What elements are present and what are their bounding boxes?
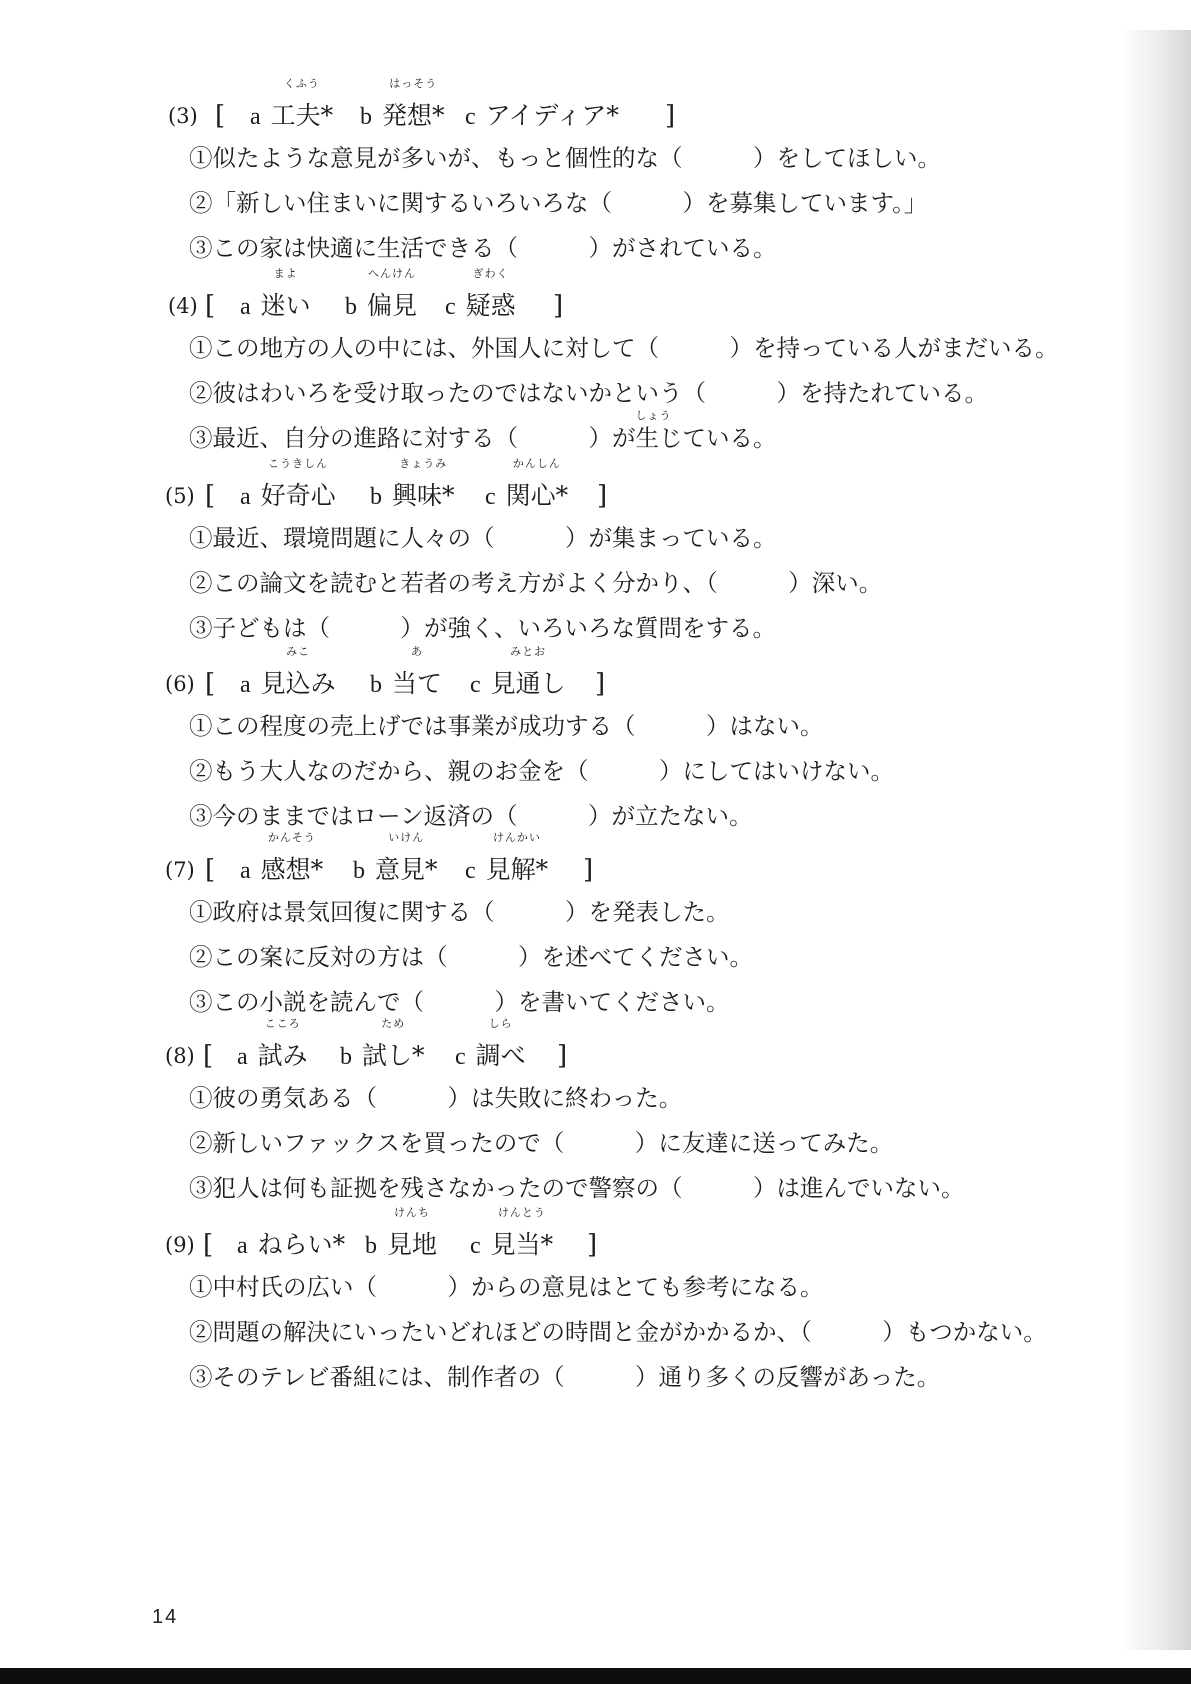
- option-ruby: みとお: [510, 645, 547, 658]
- sentence: ①中村氏の広い（ ）からの意見はとても参考になる。: [189, 1273, 824, 1301]
- option-word-text: ねらい*: [257, 1230, 346, 1259]
- option-a: [240, 457, 336, 516]
- option-word: [260, 457, 336, 516]
- exercise-8: [165, 1017, 1125, 1211]
- option-word: [382, 77, 445, 136]
- page-number: 14: [152, 1606, 179, 1628]
- sentence-text-start: ③最近、自分の進路に対する（ ）が: [189, 424, 636, 452]
- exercise-number: (9): [165, 1233, 195, 1257]
- option-letter: a: [240, 858, 251, 884]
- close-bracket: ]: [597, 481, 608, 511]
- sentence: ①この地方の人の中には、外国人に対して（ ）を持っている人がまだいる。: [189, 334, 1059, 362]
- option-letter: a: [237, 1233, 248, 1259]
- option-letter: c: [485, 484, 496, 510]
- option-letter: b: [365, 1233, 377, 1259]
- exercise-7: [165, 831, 1125, 1025]
- exercise-9: [165, 1206, 1125, 1400]
- open-bracket: [: [205, 291, 216, 321]
- option-word: [505, 457, 569, 516]
- option-word: [367, 267, 418, 326]
- open-bracket: [: [203, 1041, 214, 1071]
- option-letter: c: [465, 858, 476, 884]
- option-word: [260, 831, 324, 890]
- option-a: [240, 831, 324, 890]
- option-word-text: 発想*: [382, 101, 445, 130]
- close-bracket: ]: [587, 1230, 598, 1260]
- option-letter: a: [250, 104, 261, 130]
- exercise-header: [165, 645, 1125, 704]
- option-letter: a: [237, 1044, 248, 1070]
- option-word: [375, 831, 438, 890]
- option-ruby: けんとう: [497, 1206, 546, 1219]
- option-letter: c: [465, 104, 476, 130]
- option-word-text: 工夫*: [270, 101, 334, 130]
- option-word-text: 見通し: [490, 669, 566, 698]
- option-a: [240, 267, 311, 326]
- option-letter: b: [370, 484, 382, 510]
- option-c: [465, 96, 619, 136]
- option-word: [486, 96, 619, 136]
- option-letter: c: [470, 1233, 481, 1259]
- option-a: [237, 1225, 345, 1265]
- sentence: ①この程度の売上げでは事業が成功する（ ）はない。: [189, 712, 824, 740]
- option-letter: a: [240, 672, 251, 698]
- option-word: [490, 1206, 554, 1265]
- option-word-text: 見込み: [260, 669, 336, 698]
- sentence: ③この家は快適に生活できる（ ）がされている。: [189, 234, 777, 262]
- exercise-number: (8): [165, 1044, 195, 1068]
- option-word-text: 迷い: [260, 291, 311, 320]
- option-ruby: こうきしん: [268, 457, 329, 470]
- option-b: [360, 77, 445, 136]
- open-bracket: [: [205, 481, 216, 511]
- option-ruby: くふう: [283, 77, 320, 90]
- exercise-header: [165, 831, 1125, 890]
- option-letter: a: [240, 484, 251, 510]
- option-letter: b: [370, 672, 382, 698]
- exercise-header: [165, 1017, 1125, 1076]
- option-b: [370, 457, 455, 516]
- sentence: ③子どもは（ ）が強く、いろいろな質問をする。: [189, 614, 777, 642]
- option-c: [470, 1206, 554, 1265]
- page-edge-shadow: [1121, 30, 1191, 1650]
- option-ruby: あ: [411, 645, 423, 658]
- option-ruby: けんち: [394, 1206, 430, 1219]
- exercise-6: [165, 645, 1125, 839]
- option-word: [362, 1017, 425, 1076]
- option-c: [470, 645, 566, 704]
- option-word-text: 意見*: [375, 855, 438, 884]
- option-word: [475, 1017, 526, 1076]
- open-bracket: [: [215, 101, 226, 131]
- option-word: [260, 645, 336, 704]
- option-letter: c: [455, 1044, 466, 1070]
- option-word-text: 調べ: [475, 1041, 526, 1070]
- option-b: [370, 645, 443, 704]
- sentence: ③犯人は何も証拠を残さなかったので警察の（ ）は進んでいない。: [189, 1174, 965, 1202]
- sentence: ②問題の解決にいったいどれほどの時間と金がかかるか、（ ）もつかない。: [189, 1318, 1047, 1346]
- option-c: [485, 457, 569, 516]
- option-c: [455, 1017, 526, 1076]
- sentence-text-end: じている。: [659, 424, 777, 452]
- option-letter: a: [240, 294, 251, 320]
- exercise-5: [165, 457, 1125, 651]
- exercise-number: (5): [165, 484, 195, 508]
- exercise-header: [165, 267, 1125, 326]
- option-ruby: はっそう: [389, 77, 438, 90]
- sentence: ③今のままではローン返済の（ ）が立たない。: [189, 802, 753, 830]
- option-ruby: ぎわく: [472, 267, 509, 280]
- option-ruby: きょうみ: [399, 457, 448, 470]
- close-bracket: ]: [665, 101, 676, 131]
- exercise-number: (7): [165, 858, 195, 882]
- sentence: ①似たような意見が多いが、もっと個性的な（ ）をしてほしい。: [189, 144, 941, 172]
- exercise-4: [165, 267, 1125, 461]
- sentence: ③この小説を読んで（ ）を書いてください。: [189, 988, 730, 1016]
- option-word-text: 偏見: [367, 291, 418, 320]
- sentence: ①政府は景気回復に関する（ ）を発表した。: [189, 898, 730, 926]
- option-word-text: 関心*: [505, 481, 569, 510]
- option-letter: b: [345, 294, 357, 320]
- option-word: [270, 77, 334, 136]
- open-bracket: [: [205, 855, 216, 885]
- sentence: ②「新しい住まいに関するいろいろな（ ）を募集しています。」: [189, 189, 928, 217]
- option-word-text: 感想*: [260, 855, 324, 884]
- option-b: [353, 831, 438, 890]
- close-bracket: ]: [595, 669, 606, 699]
- option-b: [345, 267, 418, 326]
- option-ruby: かんそう: [267, 831, 316, 844]
- option-word-text: 見当*: [490, 1230, 554, 1259]
- exercise-number: (4): [168, 294, 198, 318]
- option-ruby: しら: [488, 1017, 513, 1030]
- ruby-base: しょう 生: [635, 409, 672, 452]
- option-word: [485, 831, 549, 890]
- sentence: ①彼の勇気ある（ ）は失敗に終わった。: [189, 1084, 683, 1112]
- open-bracket: [: [203, 1230, 214, 1260]
- sentence: ③そのテレビ番組には、制作者の（ ）通り多くの反響があった。: [189, 1363, 941, 1391]
- option-a: [240, 645, 336, 704]
- option-ruby: まよ: [273, 267, 298, 280]
- sentence: ①最近、環境問題に人々の（ ）が集まっている。: [189, 524, 777, 552]
- scan-bottom-edge: [0, 1668, 1191, 1684]
- close-bracket: ]: [557, 1041, 568, 1071]
- option-word: [257, 1017, 308, 1076]
- option-b: [340, 1017, 425, 1076]
- option-word-text: 当て: [392, 669, 443, 698]
- close-bracket: ]: [553, 291, 564, 321]
- option-word-text: 見地: [387, 1230, 438, 1259]
- option-letter: b: [360, 104, 372, 130]
- sentence: [165, 409, 1125, 461]
- option-word: [258, 1225, 346, 1265]
- option-word: [260, 267, 311, 326]
- option-word-text: 見解*: [485, 855, 549, 884]
- option-word-text: 興味*: [392, 481, 455, 510]
- option-ruby: けんかい: [492, 831, 541, 844]
- exercise-header: [165, 77, 1125, 136]
- option-a: [237, 1017, 308, 1076]
- sentence: ②もう大人なのだから、親のお金を（ ）にしてはいけない。: [189, 757, 894, 785]
- option-word: [392, 645, 443, 704]
- option-a: [250, 77, 334, 136]
- option-letter: c: [470, 672, 481, 698]
- sentence: ②この案に反対の方は（ ）を述べてください。: [189, 943, 753, 971]
- option-letter: c: [445, 294, 456, 320]
- inline-ruby: しょう: [635, 409, 672, 422]
- sentence: ②この論文を読むと若者の考え方がよく分かり、（ ）深い。: [189, 569, 883, 597]
- sentence: ②新しいファックスを買ったので（ ）に友達に送ってみた。: [189, 1129, 894, 1157]
- option-word-text: アイディア*: [485, 101, 619, 130]
- option-c: [465, 831, 549, 890]
- close-bracket: ]: [583, 855, 594, 885]
- sentence: ②彼はわいろを受け取ったのではないかという（ ）を持たれている。: [189, 379, 988, 407]
- option-c: [445, 267, 516, 326]
- option-ruby: かんしん: [512, 457, 561, 470]
- exercise-number: (3): [168, 104, 198, 128]
- option-word: [387, 1206, 438, 1265]
- option-word-text: 試し*: [362, 1041, 425, 1070]
- exercise-header: [165, 1206, 1125, 1265]
- option-ruby: こころ: [264, 1017, 301, 1030]
- option-word: [465, 267, 516, 326]
- option-ruby: ため: [381, 1017, 406, 1030]
- option-word-text: 試み: [257, 1041, 308, 1070]
- open-bracket: [: [205, 669, 216, 699]
- option-word-text: 好奇心: [260, 481, 336, 510]
- option-word-text: 疑惑: [465, 291, 516, 320]
- option-word: [392, 457, 455, 516]
- option-word: [490, 645, 566, 704]
- exercise-3: [165, 77, 1125, 271]
- exercise-number: (6): [165, 672, 195, 696]
- exercise-header: [165, 457, 1125, 516]
- option-ruby: へんけん: [368, 267, 416, 280]
- option-ruby: いけん: [388, 831, 425, 844]
- option-ruby: みこ: [286, 645, 311, 658]
- option-letter: b: [353, 858, 365, 884]
- option-letter: b: [340, 1044, 352, 1070]
- option-b: [365, 1206, 438, 1265]
